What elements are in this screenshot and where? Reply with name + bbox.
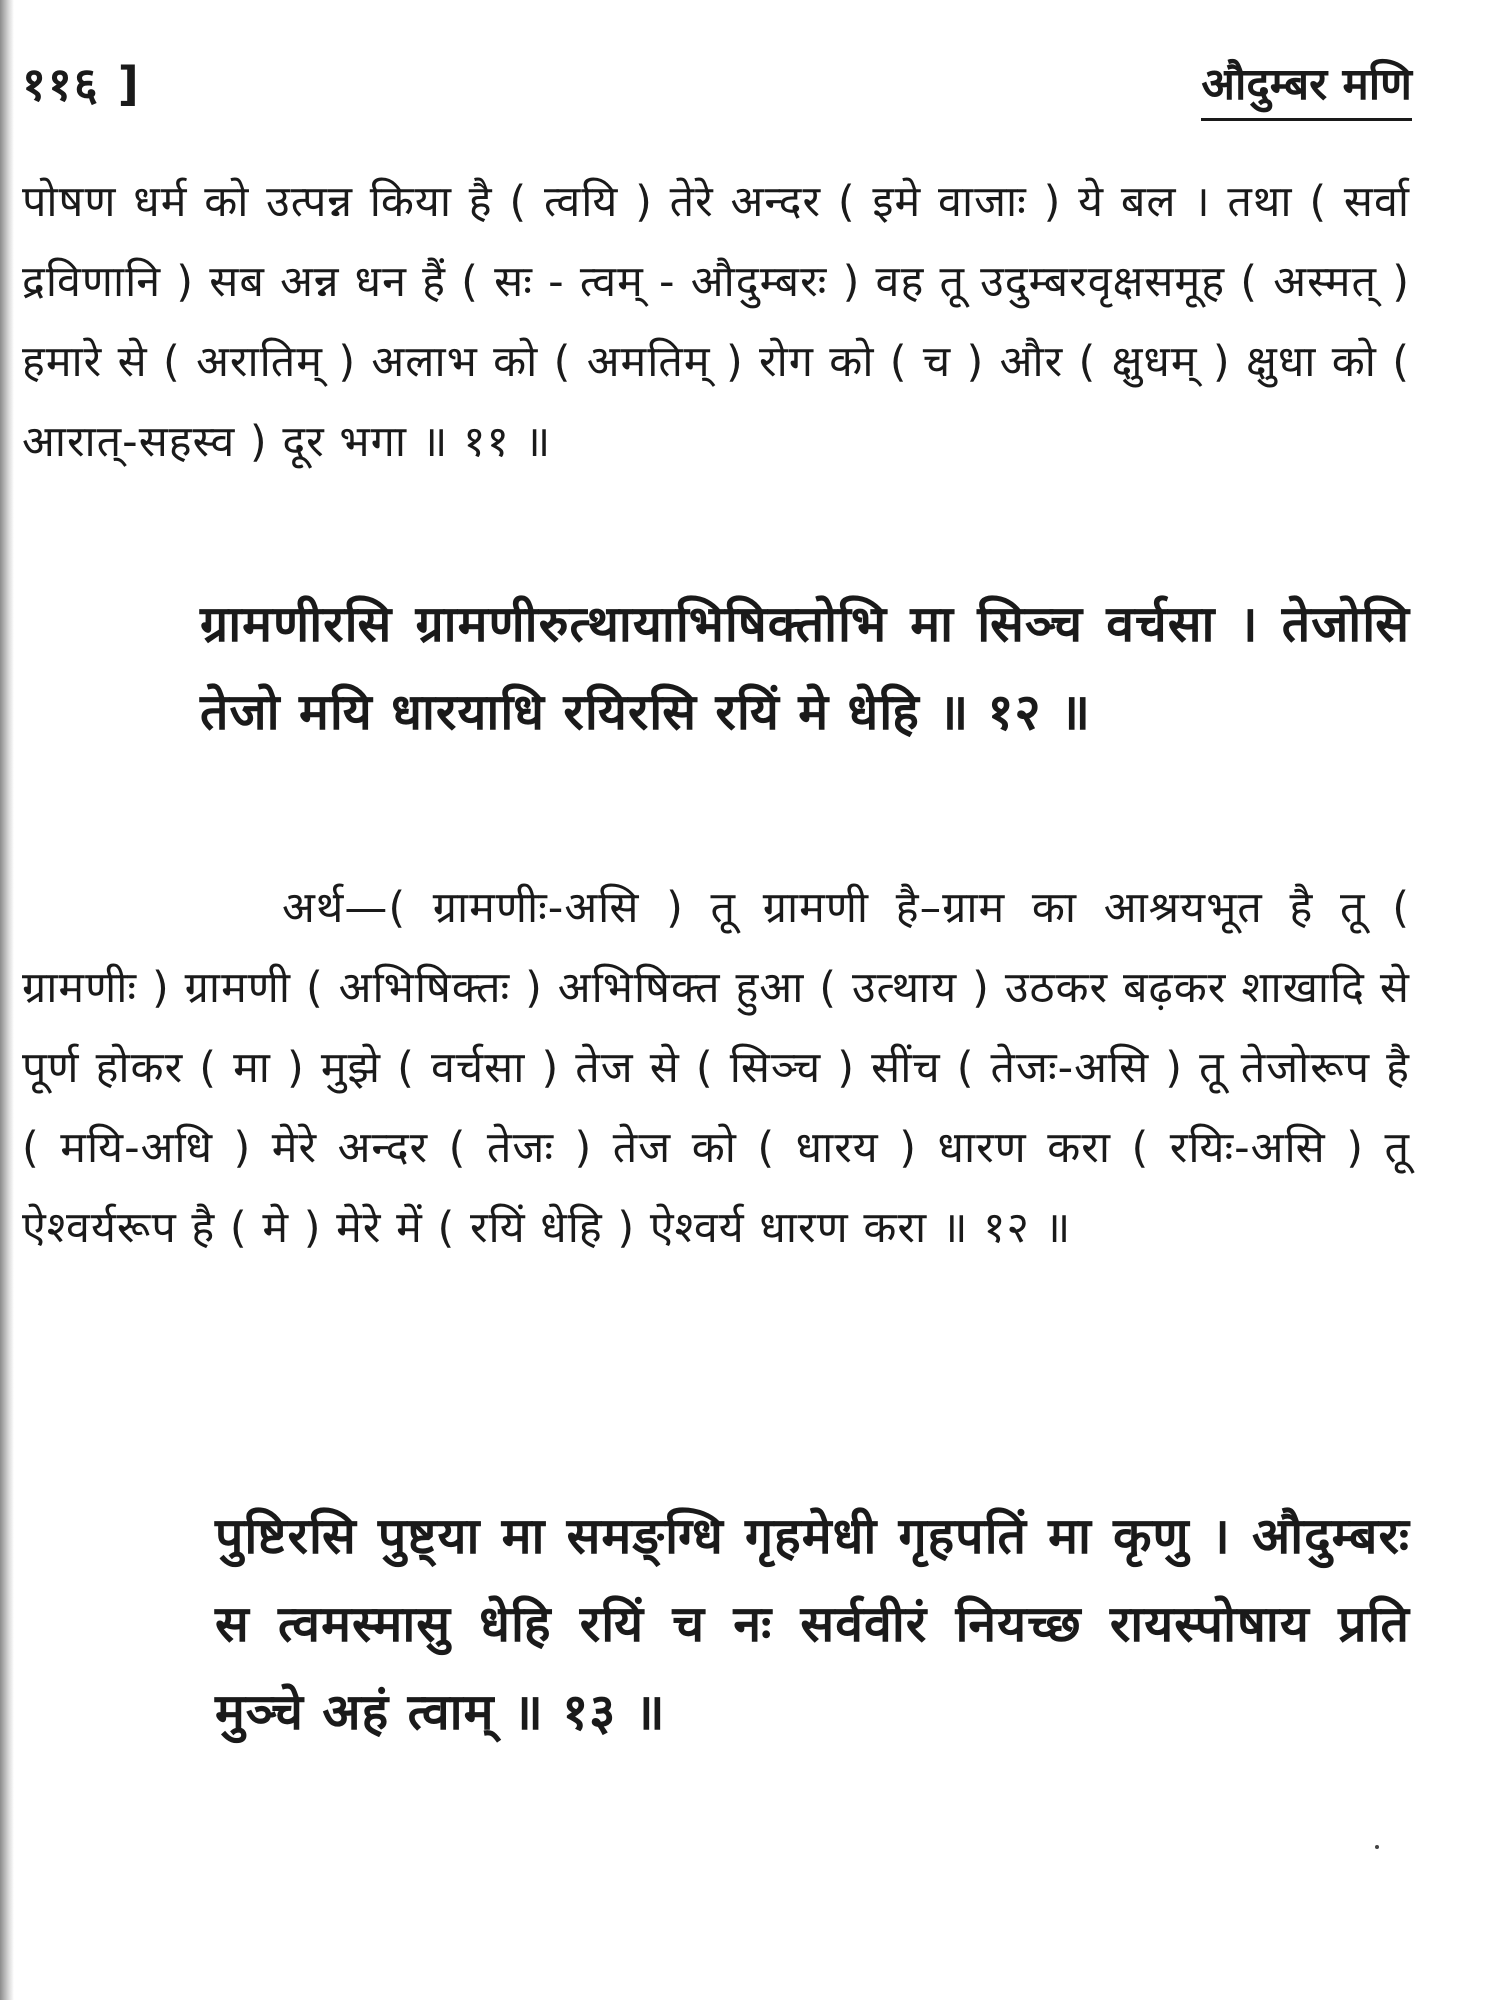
commentary-paragraph-11: पोषण धर्म को उत्पन्न किया है ( त्वयि ) तेरे अन्दर ( इमे वाजाः ) ये बल । तथा ( सर्वा द्रविणानि ) सब अन्न धन हैं ( सः - त्वम् - औदुम्बरः ) वह तू उदुम्बरवृक्षसमूह ( अस्मत् ) हमारे से ( अरातिम् ) अलाभ को ( अमतिम् ) रोग को ( च ) और ( क्षुधम् ) क्षुधा को ( आरात्-सहस्व ) दूर भगा ॥ ११ ॥ bbox=[22, 177, 1410, 467]
mantra-verse-13: पुष्टिरसि पुष्ट्या मा समङ्ग्धि गृहमेधी गृहपतिं मा कृणु । औदुम्बरः स त्वमस्मासु धेहि रयिं च नः सर्ववीरं नियच्छ रायस्पोषाय प्रति मुञ्चे अहं त्वाम् ॥ १३ ॥ bbox=[215, 1507, 1410, 1741]
page-number: ११६ ] bbox=[22, 57, 141, 111]
ink-speck bbox=[1375, 1845, 1379, 1849]
mantra-verse-12: ग्रामणीरसि ग्रामणीरुत्थायाभिषिक्तोभि मा सिञ्च वर्चसा । तेजोसि तेजो मयि धारयाधि रयिरसि रयिं मे धेहि ॥ १२ ॥ bbox=[200, 595, 1410, 741]
page-binding-edge bbox=[0, 0, 14, 2000]
commentary-paragraph-12: अर्थ—( ग्रामणीः-असि ) तू ग्रामणी है–ग्राम का आश्रयभूत है तू ( ग्रामणीः ) ग्रामणी ( अभिषिक्तः ) अभिषिक्त हुआ ( उत्थाय ) उठकर बढ़कर शाखादि से पूर्ण होकर ( मा ) मुझे ( वर्चसा ) तेज से ( सिञ्च ) सींच ( तेजः-असि ) तू तेजोरूप है ( मयि-अधि ) मेरे अन्दर ( तेजः ) तेज को ( धारय ) धारण करा ( रयिः-असि ) तू ऐश्वर्यरूप है ( मे ) मेरे में ( रयिं धेहि ) ऐश्वर्य धारण करा ॥ १२ ॥ bbox=[22, 883, 1410, 1253]
running-title: औदुम्बर मणि bbox=[1201, 52, 1412, 121]
page-header bbox=[22, 52, 1412, 122]
